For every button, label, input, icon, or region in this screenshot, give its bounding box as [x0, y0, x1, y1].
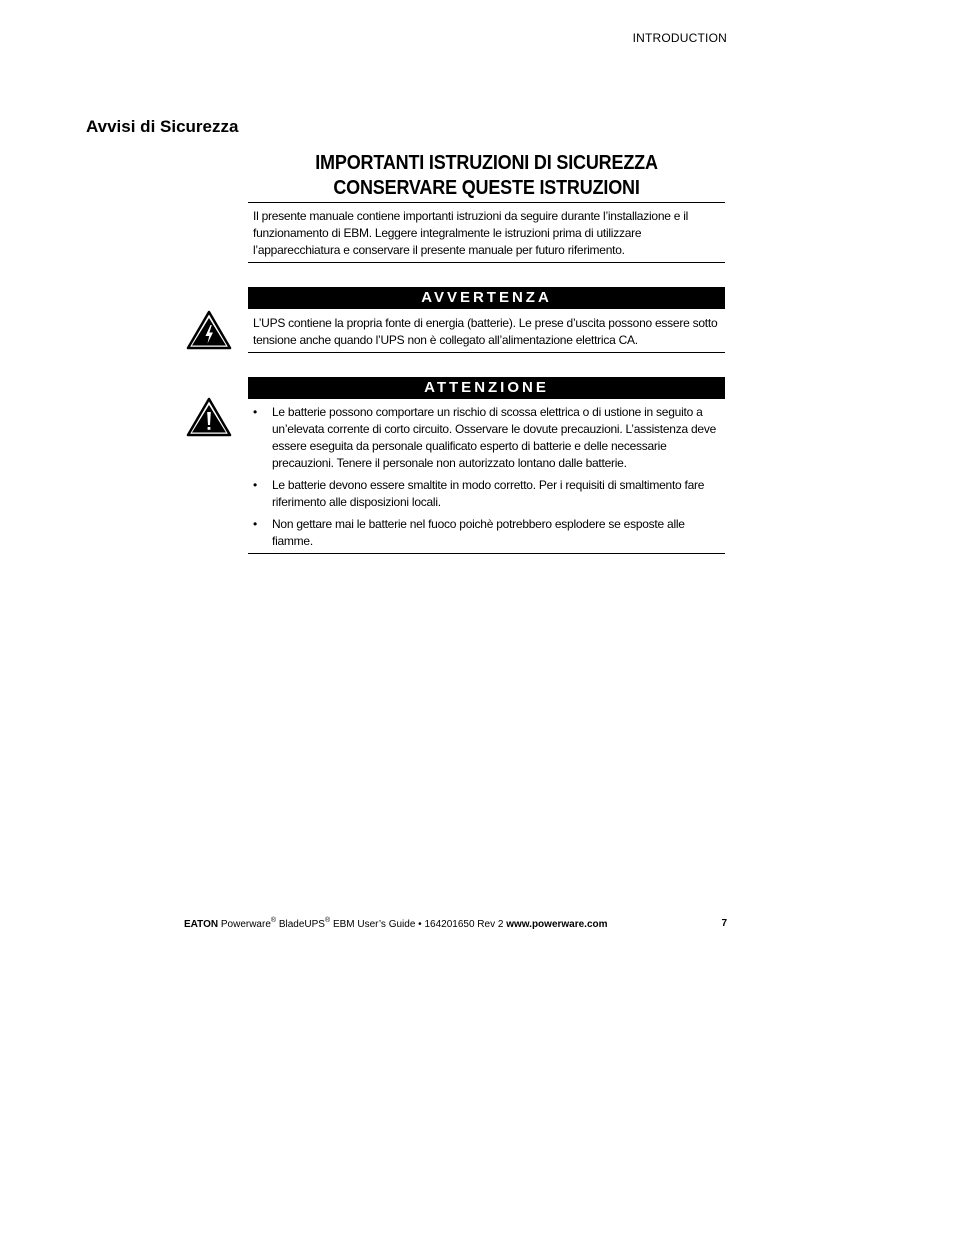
page-footer: [184, 919, 608, 930]
running-head: INTRODUCTION: [632, 31, 727, 45]
warning-text: L’UPS contiene la propria fonte di energia (batterie). Le prese d’uscita possono essere sotto tensione anche quando l’UPS non è collegato all’alimentazione elettrica CA.: [253, 316, 718, 347]
footer-url: www.powerware.com: [506, 919, 608, 930]
page-title: [272, 151, 701, 201]
list-item: • Le batterie possono comportare un rischio di scossa elettrica o di ustione in seguito a un’elevata corrente di corto circuito. Osservare le dovute precauzioni. L’assistenza deve essere eseguita da personale qualificato esperto di batterie e delle necessarie precauzioni. Tenere il personale non autorizzato lontano dalle batterie.: [253, 404, 723, 472]
intro-paragraph: Il presente manuale contiene importanti istruzioni da seguire durante l’installazione e il funzionamento di EBM. Leggere integralmente le istruzioni prima di utilizzare l’apparecchiatura e conservare il presente manuale per futuro riferimento.: [253, 209, 689, 257]
footer-guide-title: EBM User’s Guide: [332, 919, 416, 930]
footer-separator: •: [418, 919, 422, 930]
divider: [248, 262, 725, 263]
electrical-hazard-icon: [186, 310, 232, 350]
footer-doc-number: 164201650 Rev 2: [424, 919, 504, 930]
title-line-1: IMPORTANTI ISTRUZIONI DI SICUREZZA: [315, 152, 658, 174]
section-heading: Avvisi di Sicurezza: [86, 117, 239, 136]
footer-product: BladeUPS: [278, 919, 325, 930]
divider: [248, 202, 725, 203]
divider: [248, 352, 725, 353]
caution-banner: ATTENZIONE: [248, 377, 725, 399]
registered-mark: ®: [324, 917, 331, 924]
footer-brand: EATON: [184, 919, 219, 930]
exclamation-warning-icon: [186, 397, 232, 437]
caution-list: [253, 404, 723, 555]
list-item: • Le batterie devono essere smaltite in modo corretto. Per i requisiti di smaltimento fare riferimento alle disposizioni locali.: [253, 477, 723, 511]
title-line-2: CONSERVARE QUESTE ISTRUZIONI: [333, 177, 640, 199]
registered-mark: ®: [270, 917, 277, 924]
page-number: 7: [721, 918, 727, 929]
warning-banner: AVVERTENZA: [248, 287, 725, 309]
list-item: • Non gettare mai le batterie nel fuoco poichè potrebbero esplodere se esposte alle fiamme.: [253, 516, 723, 550]
divider: [248, 553, 725, 554]
footer-product: Powerware: [220, 919, 271, 930]
